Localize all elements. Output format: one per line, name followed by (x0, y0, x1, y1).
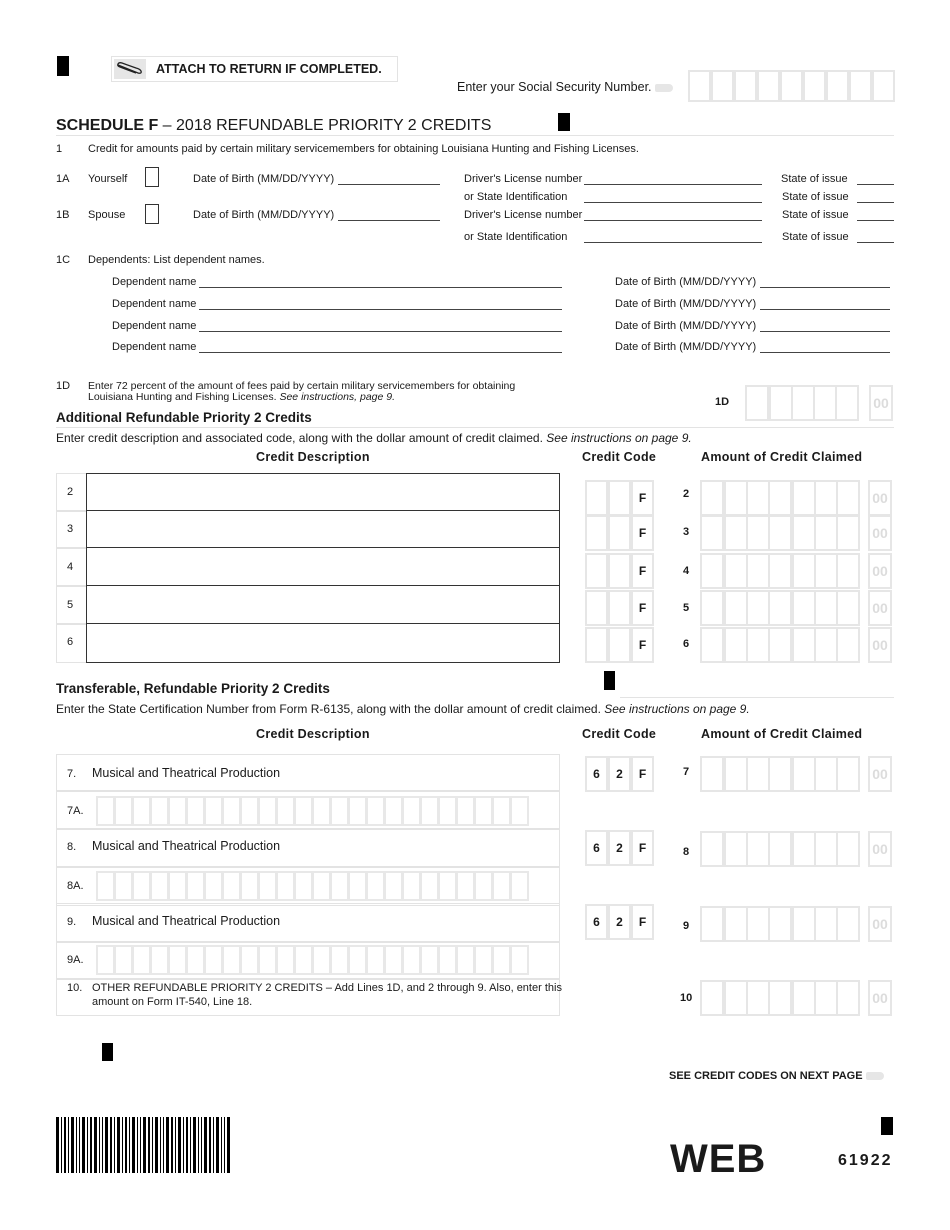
amount-input[interactable] (700, 515, 895, 551)
amount-line-number: 8 (683, 846, 690, 858)
registration-mark (102, 1043, 113, 1061)
attach-label: ATTACH TO RETURN IF COMPLETED. (156, 62, 382, 76)
spouse-sid-state-label: State of issue (782, 231, 849, 243)
line-1d-cents: 00 (869, 385, 893, 421)
credit-code (585, 756, 655, 792)
row-number: 6 (67, 636, 74, 648)
amount-line-number: 7 (683, 766, 690, 778)
dependents-label: Dependents: List dependent names. (88, 254, 265, 266)
cert-row-number: 8A. (67, 880, 84, 892)
dependent-dob-label: Date of Birth (MM/DD/YYYY) (615, 298, 757, 310)
line-1d-amount-input[interactable] (745, 385, 895, 421)
col-amount-claimed: Amount of Credit Claimed (701, 450, 863, 464)
line-10-text-2: amount on Form IT-540, Line 18. (92, 996, 253, 1008)
line-1d-text-2a: Louisiana Hunting and Fishing Licenses. (88, 391, 277, 403)
line-1d-text-2b: See instructions, page 9. (276, 391, 396, 403)
additional-intro-italic: See instructions on page 9. (542, 431, 692, 445)
row-number: 8. (67, 841, 77, 853)
transferable-intro-text: Enter the State Certification Number from Form R-6135, along with the dollar amount of credit claimed. (56, 702, 601, 716)
line-1d-text-1: Enter 72 percent of the amount of fees paid by certain military servicemembers for obtaining (88, 380, 516, 392)
dependent-dob-label: Date of Birth (MM/DD/YYYY) (615, 320, 757, 332)
credit-code-letter: F (631, 627, 654, 663)
additional-heading: Additional Refundable Priority 2 Credits (56, 410, 312, 425)
yourself-sid-state-field[interactable] (857, 202, 894, 203)
pointing-hand-icon (866, 1072, 884, 1080)
col-credit-code: Credit Code (582, 727, 657, 741)
amount-cents: 00 (868, 590, 892, 626)
row-number: 3 (67, 523, 74, 535)
amount-input[interactable] (700, 553, 895, 589)
line-1-number: 1 (56, 143, 63, 155)
spouse-sid-field[interactable] (584, 242, 762, 243)
transferable-intro-italic: See instructions on page 9. (600, 702, 750, 716)
certification-number-input[interactable] (96, 945, 528, 973)
spouse-dob-label: Date of Birth (MM/DD/YYYY) (193, 209, 335, 221)
ssn-prompt-text: Enter your Social Security Number. (457, 80, 652, 94)
amount-line-number: 5 (683, 602, 690, 614)
spouse-sid-state-field[interactable] (857, 242, 894, 243)
spouse-dob-field[interactable] (338, 220, 440, 221)
form-number: 61922 (838, 1152, 893, 1169)
credit-description-input[interactable] (86, 623, 560, 663)
dependent-name-label: Dependent name (112, 298, 197, 310)
schedule-title-rest: – 2018 REFUNDABLE PRIORITY 2 CREDITS (158, 117, 492, 134)
yourself-sid-field[interactable] (584, 202, 762, 203)
yourself-dl-field[interactable] (584, 184, 762, 185)
dependent-dob-field[interactable] (760, 309, 890, 310)
credit-description-input[interactable] (86, 585, 560, 625)
spouse-dl-state-label: State of issue (782, 209, 849, 221)
dependent-name-label: Dependent name (112, 341, 197, 353)
amount-cents: 00 (868, 756, 892, 792)
amount-input[interactable] (700, 590, 895, 626)
credit-code (585, 830, 655, 866)
line-1d-box-label: 1D (715, 396, 730, 408)
amount-input[interactable] (700, 831, 895, 867)
yourself-sid-state-label: State of issue (782, 191, 849, 203)
credit-description: Musical and Theatrical Production (92, 839, 281, 853)
row-number: 9. (67, 916, 77, 928)
amount-line-number: 6 (683, 638, 690, 650)
transferable-intro (56, 702, 750, 716)
credit-code-letter: F (631, 480, 654, 516)
credit-code-letter: F (631, 904, 654, 940)
credit-code-digit: 2 (608, 756, 631, 792)
pointing-hand-icon (655, 84, 673, 92)
amount-cents: 00 (868, 627, 892, 663)
col-amount-claimed: Amount of Credit Claimed (701, 727, 863, 741)
amount-line-number: 2 (683, 488, 690, 500)
amount-cents: 00 (868, 906, 892, 942)
yourself-dob-label: Date of Birth (MM/DD/YYYY) (193, 173, 335, 185)
amount-cents: 00 (868, 553, 892, 589)
amount-line-number: 3 (683, 526, 690, 538)
dependent-dob-label: Date of Birth (MM/DD/YYYY) (615, 341, 757, 353)
credit-description-input[interactable] (86, 473, 560, 512)
registration-mark (604, 671, 615, 690)
yourself-dl-state-field[interactable] (857, 184, 894, 185)
line-1-text: Credit for amounts paid by certain military servicemembers for obtaining Louisiana Hunting and Fishing Licenses. (88, 143, 639, 155)
col-credit-description: Credit Description (256, 727, 370, 741)
credit-code-letter: F (631, 830, 654, 866)
amount-cents: 00 (868, 980, 892, 1016)
credit-description: Musical and Theatrical Production (92, 914, 281, 928)
credit-code-digit: 6 (585, 756, 608, 792)
credit-code-digit: 6 (585, 830, 608, 866)
title-rule (56, 135, 894, 136)
credit-code-input[interactable] (585, 515, 655, 551)
additional-intro-text: Enter credit description and associated code, along with the dollar amount of credit claimed. (56, 431, 543, 445)
amount-cents: 00 (868, 515, 892, 551)
credit-description: Musical and Theatrical Production (92, 766, 281, 780)
line-1d-number: 1D (56, 380, 71, 392)
see-credit-codes-text: SEE CREDIT CODES ON NEXT PAGE (669, 1070, 863, 1082)
credit-code-digit: 2 (608, 904, 631, 940)
row-number: 2 (67, 486, 74, 498)
credit-code-letter: F (631, 756, 654, 792)
spouse-checkbox[interactable] (145, 204, 159, 224)
credit-code-letter: F (631, 590, 654, 626)
transferable-heading: Transferable, Refundable Priority 2 Credits (56, 681, 330, 696)
dependent-name-field[interactable] (199, 331, 562, 332)
credit-code-input[interactable] (585, 590, 655, 626)
additional-rule (56, 427, 894, 428)
registration-mark (881, 1117, 893, 1135)
dependent-dob-field[interactable] (760, 331, 890, 332)
col-credit-description: Credit Description (256, 450, 370, 464)
credit-description-input[interactable] (86, 547, 560, 587)
amount-cents: 00 (868, 480, 892, 516)
barcode (56, 1117, 230, 1173)
web-label: WEB (670, 1137, 767, 1181)
credit-code-letter: F (631, 553, 654, 589)
amount-line-number: 9 (683, 920, 690, 932)
yourself-dl-state-label: State of issue (781, 173, 848, 185)
yourself-checkbox[interactable] (145, 167, 159, 187)
credit-code-digit: 2 (608, 830, 631, 866)
amount-input[interactable] (700, 756, 895, 792)
dependent-name-field[interactable] (199, 309, 562, 310)
dependent-dob-field[interactable] (760, 352, 890, 353)
yourself-label: Yourself (88, 173, 128, 185)
ssn-input[interactable] (688, 70, 894, 102)
amount-input[interactable] (700, 627, 895, 663)
row-number: 7. (67, 768, 77, 780)
credit-code (585, 904, 655, 940)
row-number: 4 (67, 561, 74, 573)
line-1b-number: 1B (56, 209, 70, 221)
credit-code-digit: 6 (585, 904, 608, 940)
credit-code-input[interactable] (585, 553, 655, 589)
line-1c-number: 1C (56, 254, 71, 266)
additional-intro (56, 431, 692, 445)
schedule-title (56, 117, 491, 135)
amount-cents: 00 (868, 831, 892, 867)
schedule-title-bold: SCHEDULE F (56, 117, 159, 134)
credit-code-letter: F (631, 515, 654, 551)
dependent-name-field[interactable] (199, 352, 562, 353)
credit-description-input[interactable] (86, 510, 560, 549)
see-credit-codes-note (669, 1070, 884, 1082)
credit-code-input[interactable] (585, 480, 655, 516)
yourself-dob-field[interactable] (338, 184, 440, 185)
line-10-number: 10. (67, 982, 83, 994)
transferable-rule (620, 697, 894, 698)
credit-code-input[interactable] (585, 627, 655, 663)
registration-mark (558, 113, 570, 131)
dependent-name-label: Dependent name (112, 320, 197, 332)
spouse-dl-state-field[interactable] (857, 220, 894, 221)
cert-row-number: 9A. (67, 954, 84, 966)
spouse-dl-field[interactable] (584, 220, 762, 221)
amount-input[interactable] (700, 906, 895, 942)
spouse-label: Spouse (88, 209, 126, 221)
total-amount-input[interactable] (700, 980, 895, 1016)
line-10-text-1: OTHER REFUNDABLE PRIORITY 2 CREDITS – Add Lines 1D, and 2 through 9. Also, enter this (92, 982, 562, 994)
paperclip-icon (114, 59, 146, 79)
registration-mark (57, 56, 69, 76)
cert-row-number: 7A. (67, 805, 84, 817)
line-1d-text-2 (88, 391, 395, 403)
yourself-dl-label: Driver's License number (464, 173, 583, 185)
spouse-sid-label: or State Identification (464, 231, 568, 243)
amount-line-number: 10 (680, 992, 693, 1004)
dependent-name-field[interactable] (199, 287, 562, 288)
row-number: 5 (67, 599, 74, 611)
col-credit-code: Credit Code (582, 450, 657, 464)
line-1a-number: 1A (56, 173, 70, 185)
certification-number-input[interactable] (96, 796, 528, 824)
amount-line-number: 4 (683, 565, 690, 577)
dependent-dob-label: Date of Birth (MM/DD/YYYY) (615, 276, 757, 288)
ssn-prompt (457, 80, 673, 94)
spouse-dl-label: Driver's License number (464, 209, 583, 221)
dependent-name-label: Dependent name (112, 276, 197, 288)
attach-banner (111, 56, 398, 82)
dependent-dob-field[interactable] (760, 287, 890, 288)
certification-number-input[interactable] (96, 871, 528, 899)
yourself-sid-label: or State Identification (464, 191, 568, 203)
amount-input[interactable] (700, 480, 895, 516)
